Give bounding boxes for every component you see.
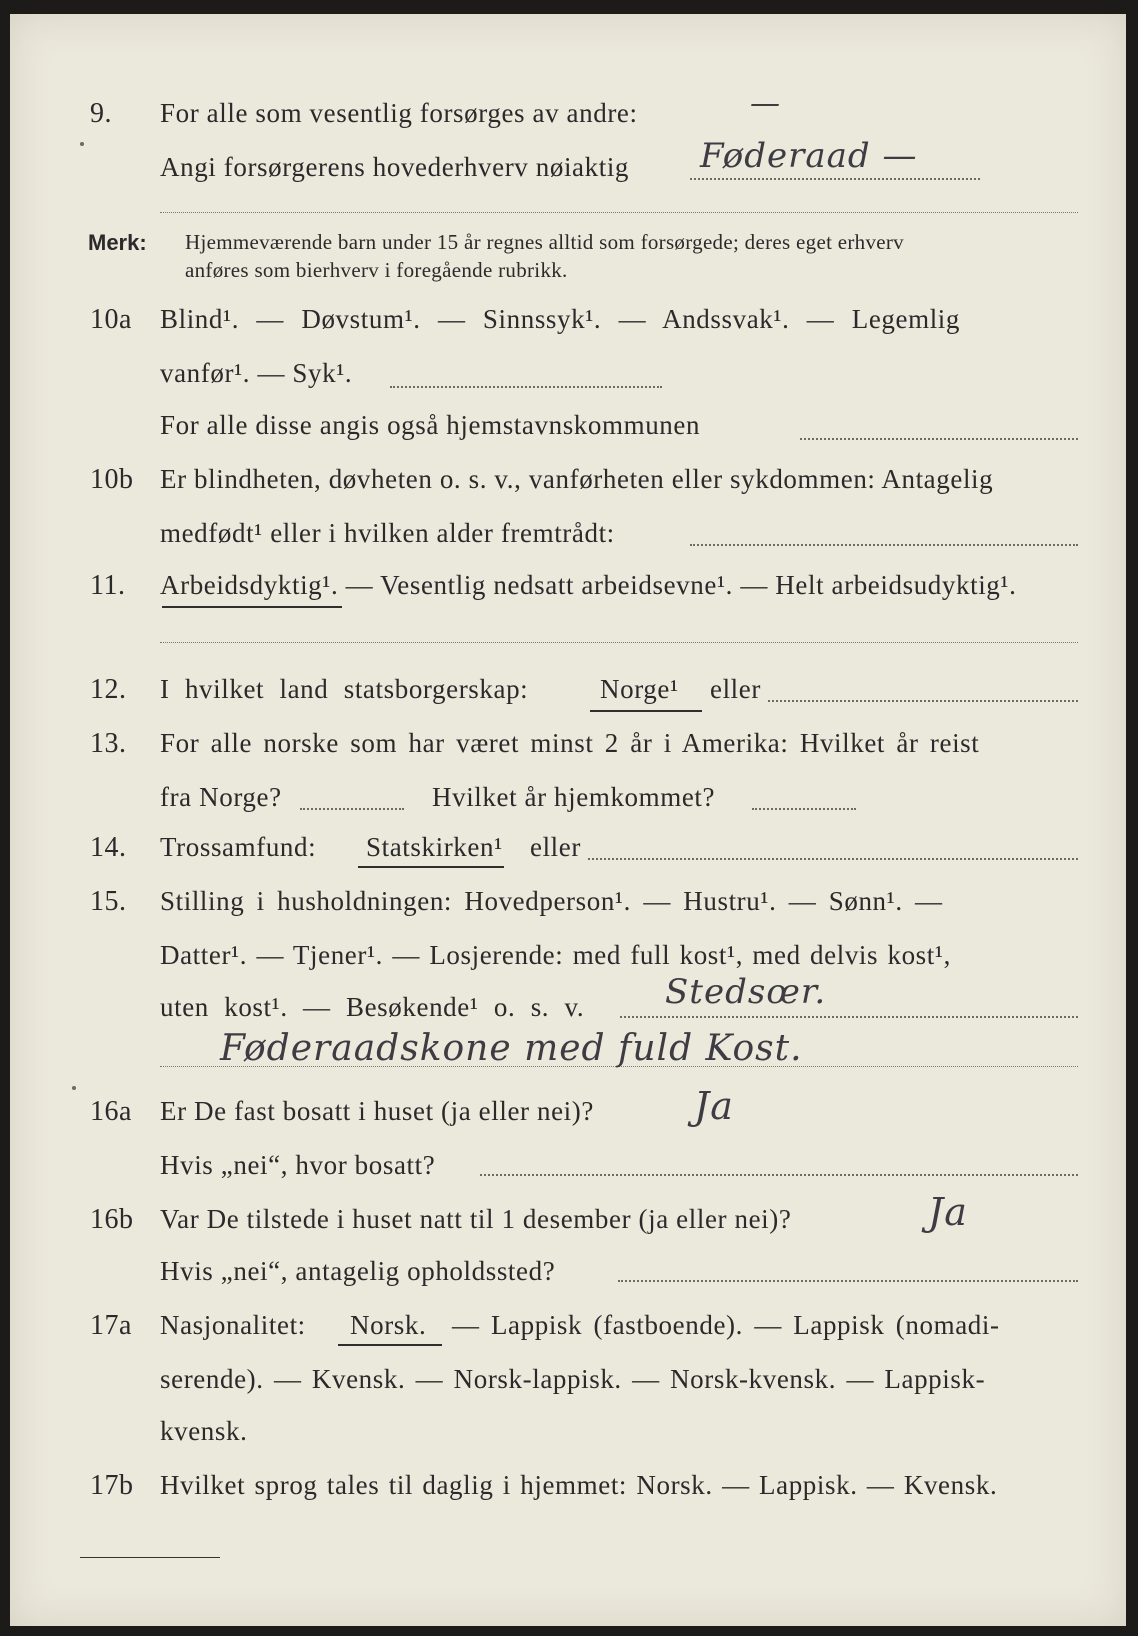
- question-text: Var De tilstede i huset natt til 1 desember (ja eller nei)?: [160, 1204, 792, 1234]
- question-text: eller: [710, 674, 761, 704]
- question-text: Er De fast bosatt i huset (ja eller nei)?: [160, 1096, 594, 1126]
- question-number: 14.: [90, 832, 127, 863]
- paper-speck: [80, 142, 84, 146]
- selected-option: Statskirken¹: [366, 832, 503, 862]
- question-number: 17a: [90, 1310, 132, 1341]
- question-number: 12.: [90, 674, 127, 705]
- separator-line: [160, 212, 1078, 213]
- question-text: Trossamfund:: [160, 832, 317, 862]
- selection-underline: [338, 1344, 442, 1346]
- question-number: 10b: [90, 464, 134, 495]
- question-number: 16b: [90, 1204, 134, 1235]
- question-text: serende). — Kvensk. — Norsk-lappisk. — Norsk-kvensk. — Lappisk-: [160, 1364, 986, 1394]
- answer-line: [618, 1280, 1078, 1282]
- question-text: Datter¹. — Tjener¹. — Losjerende: med full kost¹, med delvis kost¹,: [160, 940, 951, 970]
- answer-line: [588, 858, 1078, 860]
- answer-line: [752, 808, 856, 810]
- answer-line: [690, 544, 1078, 546]
- selection-underline: [358, 866, 504, 868]
- note-text: Hjemmeværende barn under 15 år regnes alltid som forsørgede; deres eget erhverv: [185, 230, 904, 254]
- question-text: eller: [530, 832, 581, 862]
- question-text: Nasjonalitet:: [160, 1310, 306, 1340]
- handwritten-answer: Føderaad —: [700, 136, 918, 176]
- answer-line: [768, 700, 1078, 702]
- answer-line: [690, 178, 980, 180]
- question-number: 15.: [90, 886, 127, 917]
- answer-line: [800, 438, 1078, 440]
- question-text: Hvis „nei“, hvor bosatt?: [160, 1150, 436, 1180]
- handwritten-answer: Ja: [694, 1084, 734, 1128]
- question-text: Hvilket år hjemkommet?: [432, 782, 716, 812]
- question-number: 17b: [90, 1470, 134, 1501]
- question-text: vanfør¹. — Syk¹.: [160, 358, 353, 388]
- selected-option: Norge¹: [600, 674, 679, 704]
- question-text: Hvis „nei“, antagelig opholdssted?: [160, 1256, 556, 1286]
- selection-underline: [162, 606, 342, 608]
- question-text: uten kost¹. — Besøkende¹ o. s. v.: [160, 992, 585, 1022]
- question-number: 13.: [90, 728, 127, 759]
- question-text: kvensk.: [160, 1416, 248, 1446]
- question-text: fra Norge?: [160, 782, 282, 812]
- question-text: Blind¹. — Døvstum¹. — Sinnssyk¹. — Andssvak¹. — Legemlig: [160, 304, 961, 334]
- paper-speck: [72, 1086, 76, 1090]
- question-text: I hvilket land statsborgerskap:: [160, 674, 529, 704]
- question-text: For alle norske som har været minst 2 år i Amerika: Hvilket år reist: [160, 728, 980, 758]
- answer-line: [480, 1174, 1078, 1176]
- selected-option: Norsk.: [350, 1310, 427, 1340]
- census-form-page: [10, 14, 1126, 1626]
- question-text: For alle disse angis også hjemstavnskommunen: [160, 410, 701, 440]
- question-text: For alle som vesentlig forsørges av andre:: [160, 98, 638, 128]
- handwritten-answer: Føderaadskone med fuld Kost.: [220, 1028, 803, 1069]
- question-text: — Lappisk (fastboende). — Lappisk (nomadi-: [452, 1310, 1000, 1340]
- question-number: 16a: [90, 1096, 132, 1127]
- answer-line: [620, 1016, 1078, 1018]
- answer-line: [300, 808, 404, 810]
- question-number: 11.: [90, 570, 126, 601]
- question-number: 10a: [90, 304, 132, 335]
- answer-line: [390, 386, 662, 388]
- question-text: Stilling i husholdningen: Hovedperson¹. — Hustru¹. — Sønn¹. —: [160, 886, 943, 916]
- note-label: Merk:: [88, 230, 147, 255]
- question-text: Angi forsørgerens hovederhverv nøiaktig: [160, 152, 630, 182]
- question-text: Er blindheten, døvheten o. s. v., vanførheten eller sykdommen: Antagelig: [160, 464, 994, 494]
- question-number: 9.: [90, 98, 112, 129]
- question-text: Arbeidsdyktig¹. — Vesentlig nedsatt arbeidsevne¹. — Helt arbeidsudyktig¹.: [160, 570, 1017, 600]
- footnote-rule: [80, 1557, 220, 1558]
- handwritten-answer: Stedsœr.: [665, 972, 827, 1012]
- question-text: Hvilket sprog tales til daglig i hjemmet: Norsk. — Lappisk. — Kvensk.: [160, 1470, 998, 1500]
- question-text: medfødt¹ eller i hvilken alder fremtrådt:: [160, 518, 615, 548]
- note-text: anføres som bierhverv i foregående rubrikk.: [185, 258, 568, 282]
- answer-line: [160, 642, 1078, 643]
- selection-underline: [590, 710, 702, 712]
- handwritten-dash: —: [750, 86, 781, 121]
- handwritten-answer: Ja: [928, 1190, 968, 1234]
